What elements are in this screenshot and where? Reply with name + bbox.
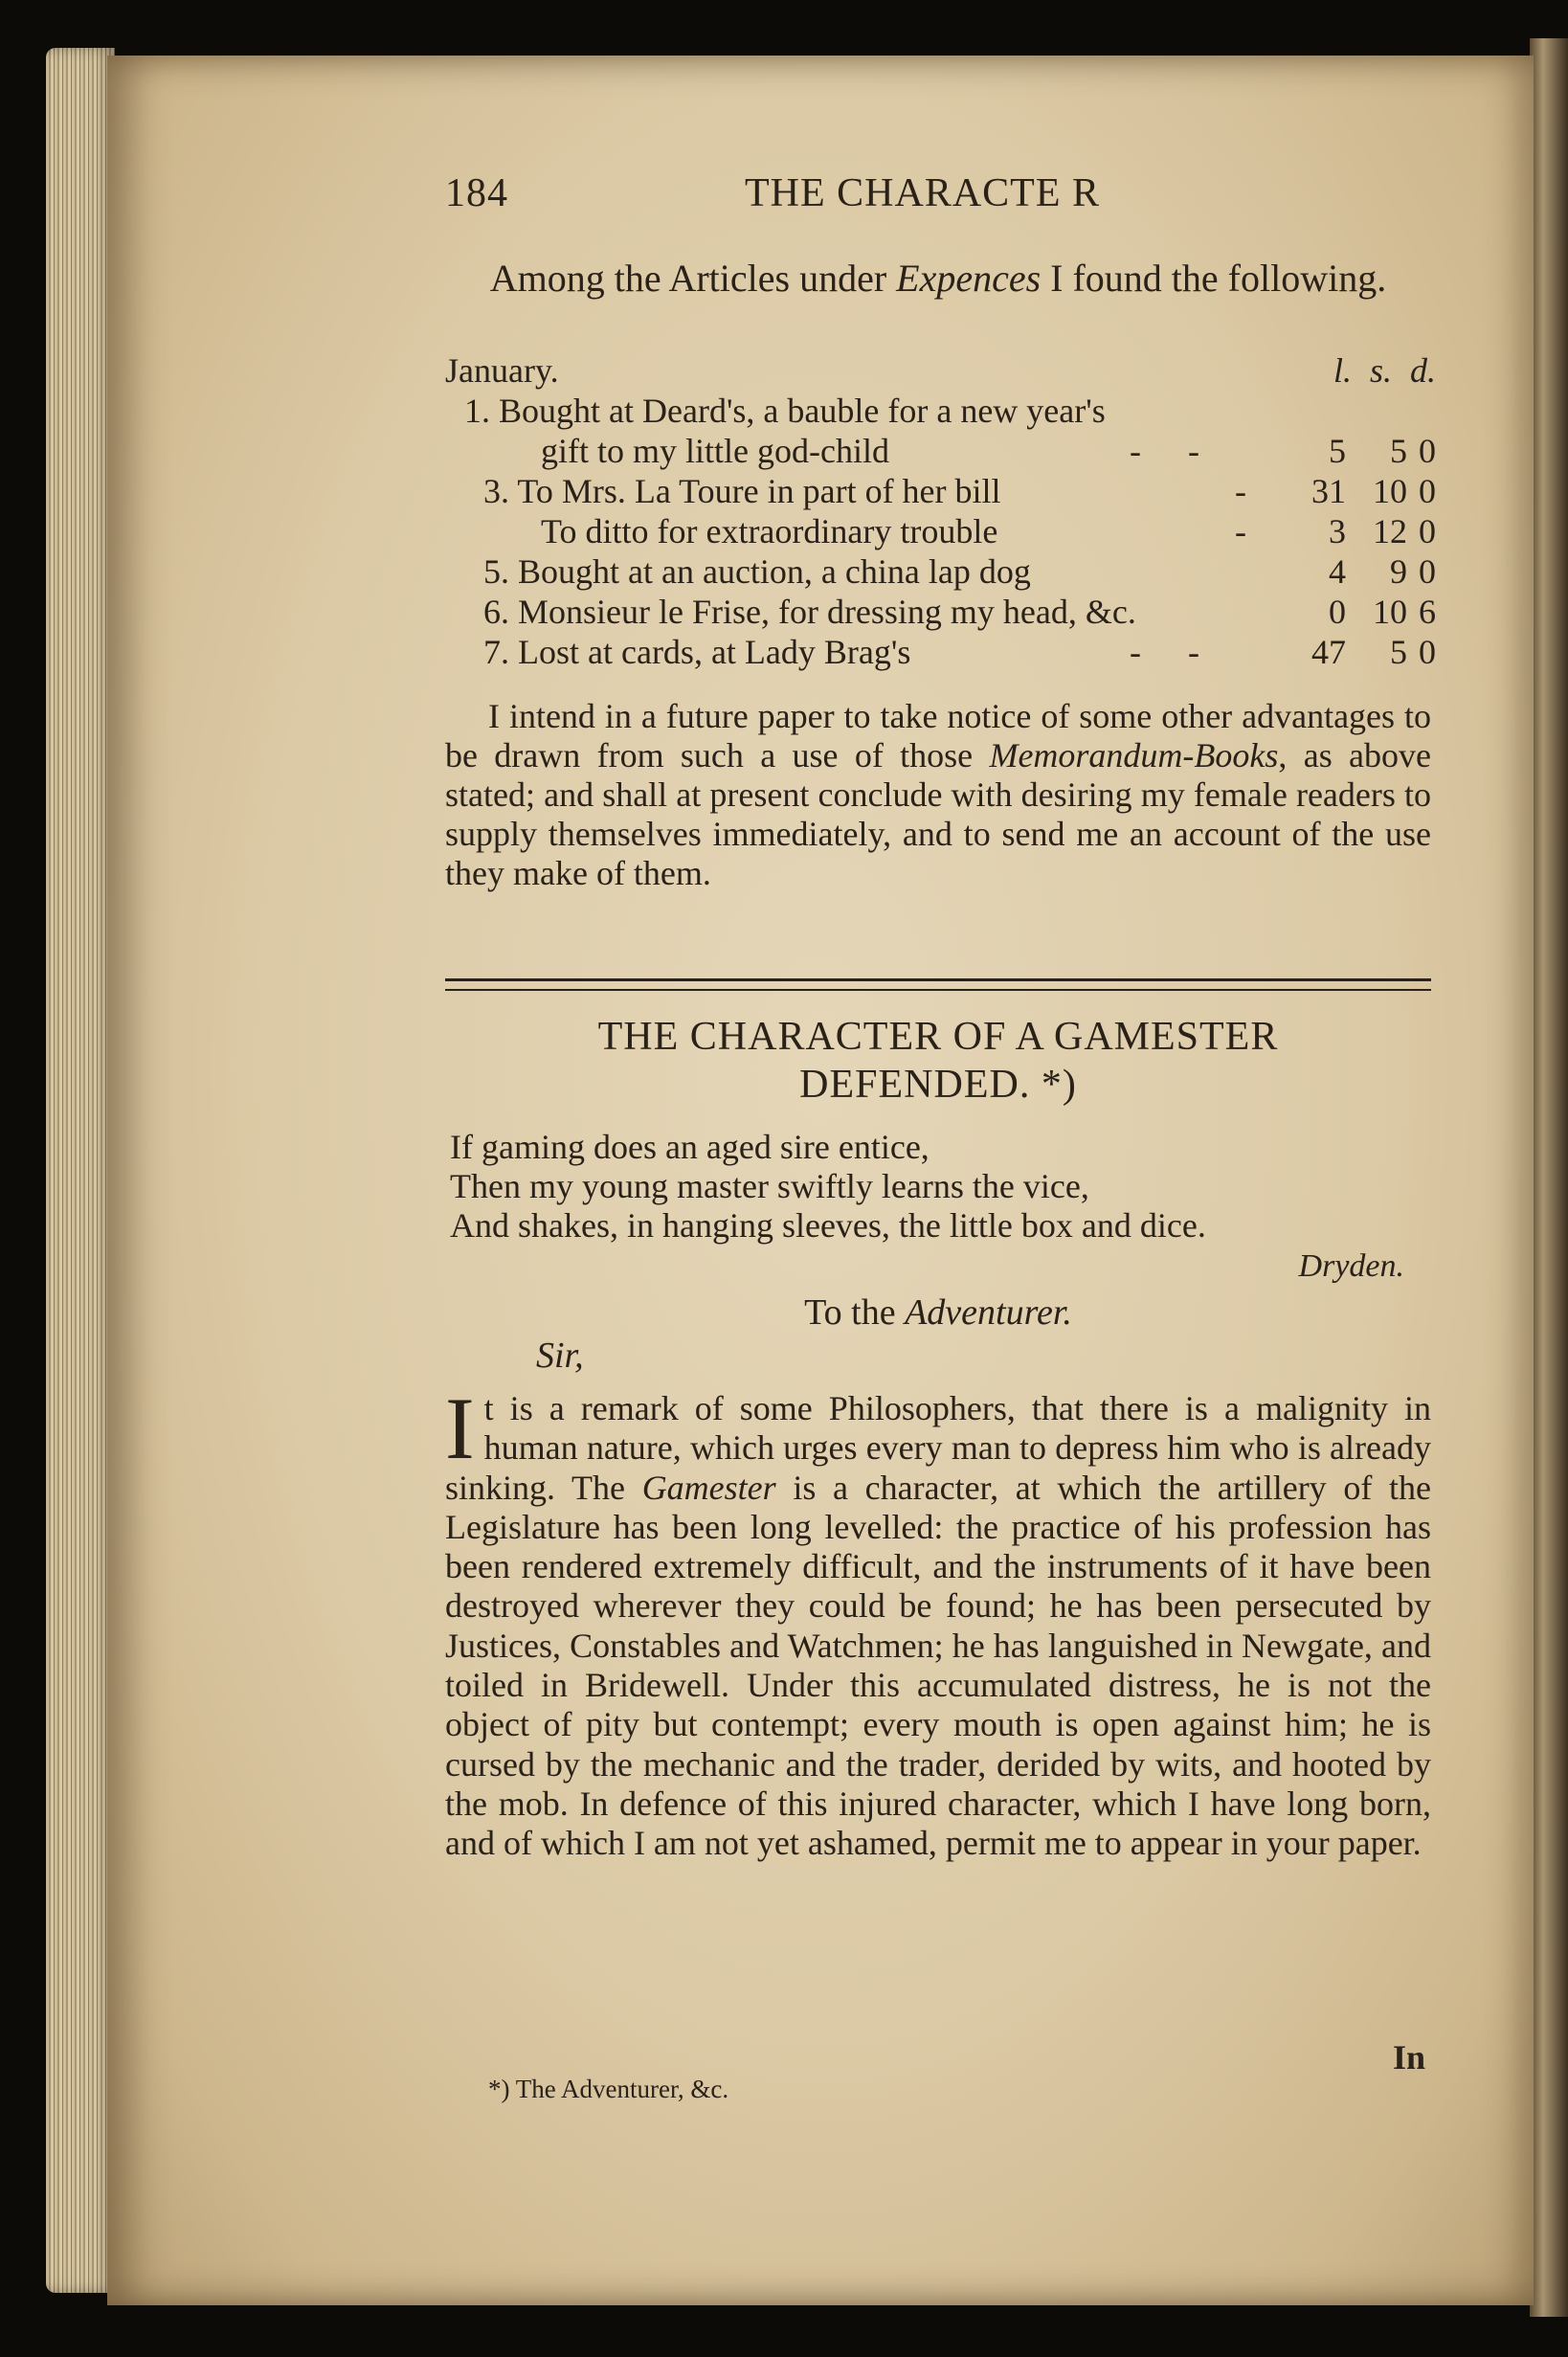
book-spine-edge [1530,38,1568,2317]
para1-part1: I intend in a future paper to take notice of some other advantages to be drawn from such a use of those [445,697,1431,774]
expense-ledger [445,350,1436,672]
page-header [445,170,1426,228]
para1-part2: , as above stated; and shall at present conclude with desiring my female readers to supply themselves immediately, and to send me an account of the use they make of them. [445,736,1431,892]
para1-italic: Memorandum-Books [989,736,1279,774]
verse-attribution: Dryden. [1298,1248,1404,1284]
entry-text: 5. Bought at an auction, a china lap dog [483,552,1031,591]
entry-shillings: 10 [1373,593,1407,631]
verse-line: If gaming does an aged sire entice, [450,1128,930,1166]
ledger-entry [445,391,1436,431]
intro-text-after: I found the following. [1041,257,1387,300]
intro-text-before: Among the Articles under [489,257,897,300]
entry-shillings: 5 [1390,633,1407,671]
letter-part2: is a character, at which the artillery of the Legislature has been long levelled: the practice of his profession has been rendered extremely difficult, and the instruments of it have been destroyed wherever they could be found; he has been persecuted by Justices, Constables and Watchmen; he has languished in Newgate, and toiled in Bridewell. Under this accumulated distress, he is not the object of pity but contempt; every mouth is open against him; he is cursed by the mechanic and the trader, derided by wits, and hooted by the mob. In defence of this injured character, which I have long born, and of which I am not yet ashamed, permit me to appear in your paper. [445,1468,1431,1863]
entry-dash: - - [1130,432,1199,470]
section-divider [445,978,1431,991]
ledger-entry [445,511,1436,551]
letter-address [445,1291,1431,1334]
title-line-1: THE CHARACTER OF A GAMESTER [597,1015,1279,1059]
entry-pence: 0 [1419,472,1436,510]
ledger-entry [445,431,1436,471]
footnote: *) The Adventurer, &c. [488,2075,729,2103]
ledger-entry [445,632,1436,672]
entry-text: 6. Monsieur le Frise, for dressing my head, &c. [483,593,1136,631]
ledger-month: January. [445,351,559,390]
entry-text: gift to my little god-child [541,432,889,470]
memorandum-paragraph [445,697,1431,893]
entry-text: 3. To Mrs. La Toure in part of her bill [483,472,1001,510]
entry-pounds: 3 [1329,512,1346,550]
entry-text: 1. Bought at Deard's, a bauble for a new year's [464,392,1106,430]
entry-pence: 0 [1419,552,1436,591]
entry-pounds: 47 [1311,633,1346,671]
entry-pence: 0 [1419,432,1436,470]
entry-pounds: 5 [1329,432,1346,470]
entry-pounds: 0 [1329,593,1346,631]
running-head: THE CHARACTE R [745,171,1100,215]
entry-shillings: 5 [1390,432,1407,470]
epigraph-verse [450,1128,1436,1246]
title-line-2: DEFENDED. *) [799,1063,1077,1107]
entry-dash: - [1235,472,1246,510]
ledger-intro [450,257,1426,301]
entry-pounds: 4 [1329,552,1346,591]
ledger-entry [445,592,1436,632]
book-page-edges [46,48,115,2293]
entry-text: 7. Lost at cards, at Lady Brag's [483,633,911,671]
entry-pence: 6 [1419,593,1436,631]
entry-pounds: 31 [1311,472,1346,510]
ledger-header [445,350,1436,391]
page-number: 184 [445,171,508,215]
catchword: In [1393,2038,1426,2076]
article-title [445,1013,1431,1109]
entry-dash: - [1235,512,1246,550]
entry-shillings: 10 [1373,472,1407,510]
address-text: To the [804,1292,906,1333]
letter-italic: Gamester [641,1468,776,1507]
letter-part1: t is a remark of some Philosophers, that there is a malignity in human nature, which urges every man to depress him who is already sinking. The [445,1389,1431,1507]
entry-shillings: 9 [1390,552,1407,591]
intro-italic: Expences [896,257,1042,300]
letter-salutation: Sir, [536,1336,584,1376]
ledger-entry [445,471,1436,511]
verse-line: Then my young master swiftly learns the vice, [450,1167,1089,1205]
ledger-entry [445,551,1436,592]
ledger-columns-label: l. s. d. [1333,351,1436,390]
entry-pence: 0 [1419,633,1436,671]
entry-dash: - - [1130,633,1199,671]
entry-shillings: 12 [1373,512,1407,550]
entry-pence: 0 [1419,512,1436,550]
entry-text: To ditto for extraordinary trouble [541,512,998,550]
letter-body [445,1380,1431,1864]
drop-cap: I [445,1380,475,1477]
address-italic: Adventurer. [905,1292,1072,1333]
verse-line: And shakes, in hanging sleeves, the little box and dice. [450,1206,1206,1245]
